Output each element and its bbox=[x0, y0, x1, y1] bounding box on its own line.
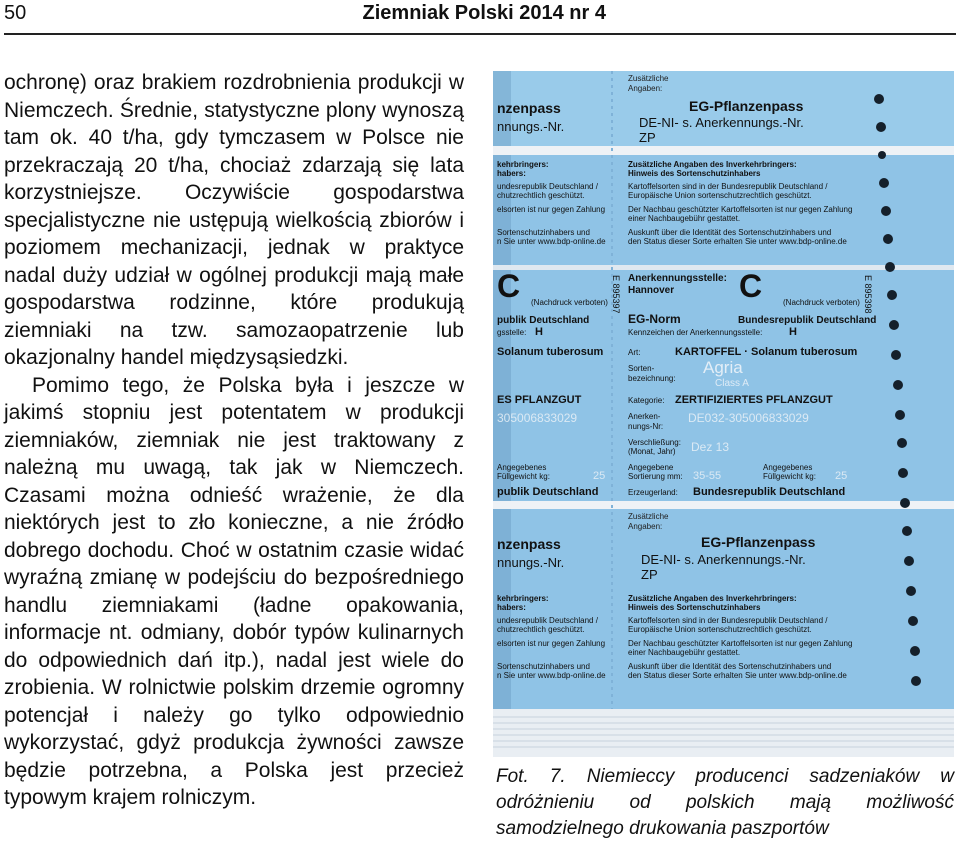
lower-reg: DE-NI- s. Anerkennungs.-Nr. bbox=[641, 552, 806, 567]
info-left-line: Sortenschutzinhabers und bbox=[497, 228, 590, 237]
weight-left-value: 25 bbox=[593, 470, 606, 482]
top-zp: ZP bbox=[639, 130, 656, 145]
cert-label1: Anerken- bbox=[628, 412, 661, 421]
category-value: ZERTIFIZIERTES PFLANZGUT bbox=[675, 394, 833, 406]
lower-left-sub: nnungs.-Nr. bbox=[497, 555, 565, 570]
authority-value: Hannover bbox=[628, 285, 675, 296]
info-line: Kartoffelsorten sind in der Bundesrepublik Deutschland / bbox=[628, 616, 828, 625]
info-heading1: Zusätzliche Angaben des Inverkehrbringers: bbox=[628, 160, 797, 169]
producer-label: Erzeugerland: bbox=[628, 488, 678, 497]
info-line: einer Nachbaugebühr gestattet. bbox=[628, 648, 741, 657]
variety-value: Agria bbox=[703, 358, 743, 377]
country-left: publik Deutschland bbox=[497, 315, 590, 326]
article-paragraph: ochronę) oraz brakiem rozdrobnienia produkcji w Niemczech. Średnie, statystyczne plony wynoszą tam ok. 40 t/ha, gdy tymczasem w Polsce nie przekraczają 20 t/ha, chociaż zdarzają się lata korzystniejsze. Oczywiście gospodarstwa specjalistyczne nie ustępują wielkością zbiorów i poziomem mechanizacji, jednak w praktyce nadal duży udział w ogólnej produkcji mają małe gospodarstwa rodzinne, które produkują ziemniaki na tzw. samozaopatrzenie lub okazjonalny handel międzysąsiedzki. bbox=[4, 71, 464, 369]
weight-left-label2: Füllgewicht kg: bbox=[497, 472, 550, 481]
art-label: Art: bbox=[628, 348, 641, 357]
info-left-line: n Sie unter www.bdp-online.de bbox=[497, 671, 606, 680]
info-line: einer Nachbaugebühr gestattet. bbox=[628, 214, 741, 223]
authority-label: Anerkennungsstelle: bbox=[628, 273, 727, 284]
info-left-heading1: kehrbringers: bbox=[497, 594, 549, 603]
info-line: Der Nachbau geschützter Kartoffelsorten ist nur gegen Zahlung bbox=[628, 639, 853, 648]
info-line: Europäische Union sortenschutzrechtlich geschützt. bbox=[628, 625, 812, 634]
variety-label1: Sorten- bbox=[628, 364, 655, 373]
top-title: EG-Pflanzenpass bbox=[689, 98, 804, 114]
info-line: Auskunft über die Identität des Sortenschutzinhabers und bbox=[628, 662, 832, 671]
producer-value: Bundesrepublik Deutschland bbox=[693, 486, 846, 498]
authority-code: H bbox=[789, 326, 797, 338]
no-reprint-left: (Nachdruck verboten) bbox=[531, 298, 608, 307]
art-value: KARTOFFEL · Solanum tuberosum bbox=[675, 346, 858, 358]
lower-zp: ZP bbox=[641, 567, 658, 582]
category-left: ES PFLANZGUT bbox=[497, 394, 582, 406]
page-header bbox=[0, 0, 960, 36]
article-column bbox=[4, 69, 464, 812]
sort-label2: Sortierung mm: bbox=[628, 472, 683, 481]
authority-code-left: gsstelle: bbox=[497, 328, 527, 337]
info-line: Auskunft über die Identität des Sortenschutzinhabers und bbox=[628, 228, 832, 237]
info-left-line: undesrepublik Deutschland / bbox=[497, 616, 598, 625]
country: Bundesrepublik Deutschland bbox=[738, 315, 877, 326]
info-left-heading1: kehrbringers: bbox=[497, 160, 549, 169]
cert-value: DE032-305006833029 bbox=[688, 411, 809, 425]
top-label-line1: Zusätzliche bbox=[628, 74, 669, 83]
category-label: Kategorie: bbox=[628, 396, 665, 405]
no-reprint: (Nachdruck verboten) bbox=[783, 298, 860, 307]
serial-number: E 895398 bbox=[863, 275, 873, 314]
closing-label1: Verschließung: bbox=[628, 438, 681, 447]
info-left-line: elsorten ist nur gegen Zahlung bbox=[497, 639, 606, 648]
info-line: Kartoffelsorten sind in der Bundesrepublik Deutschland / bbox=[628, 182, 828, 191]
info-heading1: Zusätzliche Angaben des Inverkehrbringers: bbox=[628, 594, 797, 603]
class-letter-left: C bbox=[497, 268, 521, 304]
weight-label1: Angegebenes bbox=[763, 463, 813, 472]
serial-number-left: E 895397 bbox=[611, 275, 621, 314]
info-left-heading2: habers: bbox=[497, 603, 526, 612]
norm: EG-Norm bbox=[628, 312, 681, 326]
authority-code-label: Kennzeichen der Anerkennungsstelle: bbox=[628, 328, 763, 337]
closing-label2: (Monat, Jahr) bbox=[628, 447, 676, 456]
weight-value: 25 bbox=[835, 470, 848, 482]
header-rule bbox=[4, 33, 956, 35]
article-paragraph: Pomimo tego, że Polska była i jeszcze w jakimś stopniu jest potentatem w produkcji ziemniaków, ziemniak nie jest traktowany z należną mu uwagą, tak jak w Niemczech. Czasami można odnieść wrażenie, że dla niektórych jest to zło konieczne, a nie źródło dobrego dochodu. Choć w ostatnim czasie widać wyraźną zmianę w podejściu do bezpośredniego handlu ziemniakami (ładne opakowania, informacje nt. odmiany, dobór typów kulinarnych do odpowiednich dań itp.), nadal jest wiele do zrobienia. W rolnictwie polskim drzemie ogromny potencjał i należy go tylko odpowiednio wykorzystać, gdyż produkcja żywności zawsze będzie potrzebna, a Polska jest przecież typowym krajem rolniczym. bbox=[4, 373, 464, 809]
top-label-line2: Angaben: bbox=[628, 84, 663, 93]
weight-label2: Füllgewicht kg: bbox=[763, 472, 816, 481]
info-left-line: chutzrechtlich geschützt. bbox=[497, 191, 585, 200]
info-left-line: undesrepublik Deutschland / bbox=[497, 182, 598, 191]
top-left-sub: nnungs.-Nr. bbox=[497, 119, 565, 134]
variety-label2: bezeichnung: bbox=[628, 374, 676, 383]
info-heading2: Hinweis des Sortenschutzinhabers bbox=[628, 603, 761, 612]
info-left-line: Sortenschutzinhabers und bbox=[497, 662, 590, 671]
top-label-line1: Zusätzliche bbox=[628, 512, 669, 521]
cert-left: 305006833029 bbox=[497, 411, 578, 425]
photo-caption: Fot. 7. Niemieccy producenci sadzeniaków w odróżnieniu od polskich mają możliwość samodzielnego drukowania paszportów bbox=[496, 766, 954, 839]
info-left-line: elsorten ist nur gegen Zahlung bbox=[497, 205, 606, 214]
sort-label1: Angegebene bbox=[628, 463, 674, 472]
info-line: den Status dieser Sorte erhalten Sie unter www.bdp-online.de bbox=[628, 671, 847, 680]
sort-value: 35-55 bbox=[693, 470, 722, 482]
lower-left-title: nzenpass bbox=[497, 536, 561, 552]
top-reg: DE-NI- s. Anerkennungs.-Nr. bbox=[639, 115, 804, 130]
weight-left-label1: Angegebenes bbox=[497, 463, 547, 472]
class-value: Class A bbox=[715, 378, 749, 389]
art-left: Solanum tuberosum bbox=[497, 346, 604, 358]
info-left-line: n Sie unter www.bdp-online.de bbox=[497, 237, 606, 246]
info-left-line: chutzrechtlich geschützt. bbox=[497, 625, 585, 634]
info-left-heading2: habers: bbox=[497, 169, 526, 178]
lower-title: EG-Pflanzenpass bbox=[701, 534, 816, 550]
top-label-line2: Angaben: bbox=[628, 522, 663, 531]
producer-left: publik Deutschland bbox=[497, 486, 599, 498]
info-line: den Status dieser Sorte erhalten Sie unter www.bdp-online.de bbox=[628, 237, 847, 246]
journal-title: Ziemniak Polski 2014 nr 4 bbox=[362, 2, 606, 24]
info-line: Europäische Union sortenschutzrechtlich geschützt. bbox=[628, 191, 812, 200]
top-left-title: nzenpass bbox=[497, 100, 561, 116]
plant-passport-photo bbox=[493, 71, 954, 757]
authority-code-left-value: H bbox=[535, 326, 543, 338]
class-letter: C bbox=[739, 268, 763, 304]
cert-label2: nungs-Nr: bbox=[628, 422, 664, 431]
info-line: Der Nachbau geschützter Kartoffelsorten ist nur gegen Zahlung bbox=[628, 205, 853, 214]
closing-value: Dez 13 bbox=[691, 440, 730, 454]
info-heading2: Hinweis des Sortenschutzinhabers bbox=[628, 169, 761, 178]
page-number: 50 bbox=[4, 2, 27, 24]
